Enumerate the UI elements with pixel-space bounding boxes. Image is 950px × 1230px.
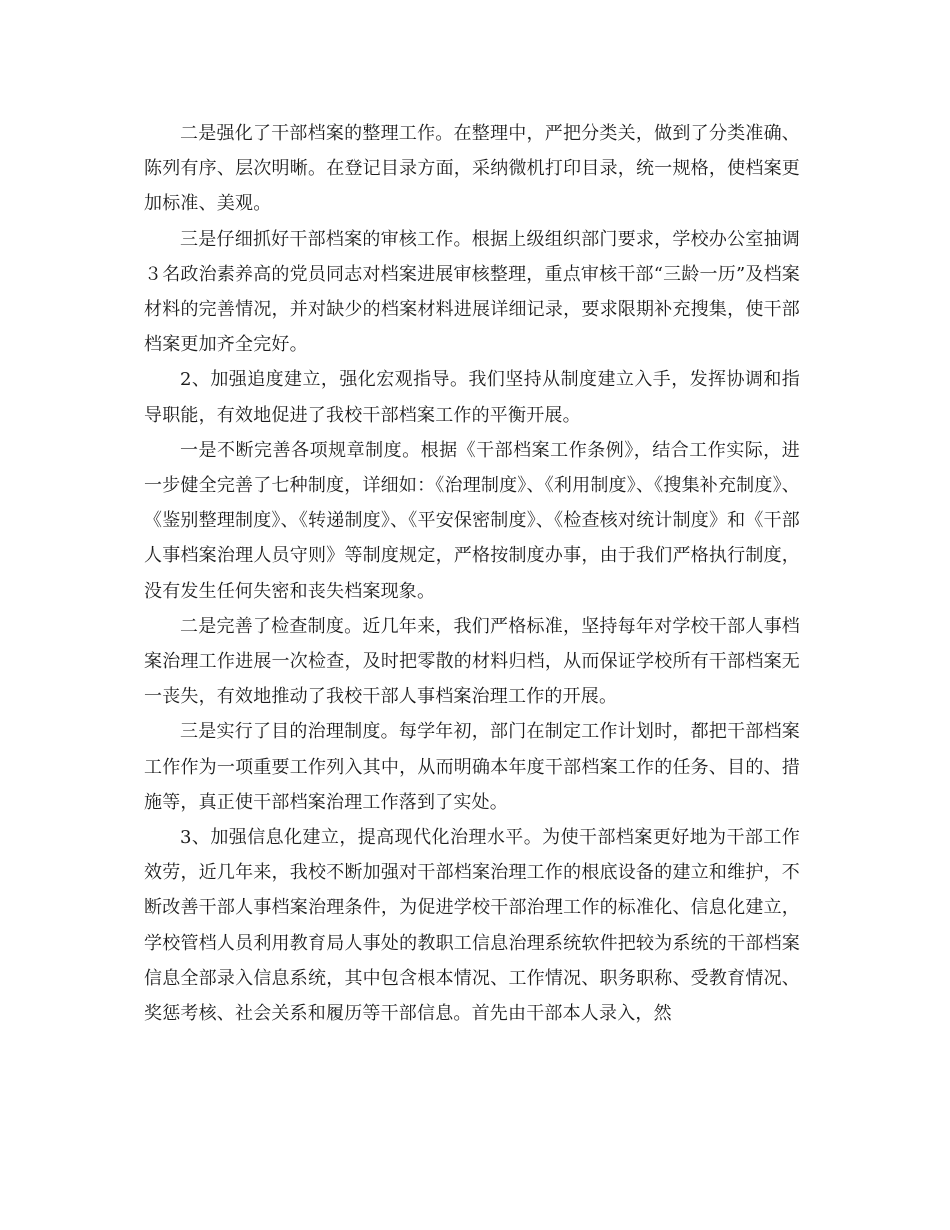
paragraph-inspection-system: 二是完善了检查制度。近几年来，我们严格标准，坚持每年对学校干部人事档案治理工作进展一次检查，及时把零散的材料归档，从而保证学校所有干部档案无一丧失，有效地推动了我校干部人事档案治理工作的开展。 — [144, 615, 800, 708]
paragraph-archive-review: 三是仔细抓好干部档案的审核工作。根据上级组织部门要求，学校办公室抽调３名政治素养高的党员同志对档案进展审核整理，重点审核干部“三龄一历”及档案材料的完善情况，并对缺少的档案材料进展详细记录，要求限期补充搜集，使干部档案更加齐全完好。 — [144, 228, 800, 356]
paragraph-target-management: 三是实行了目的治理制度。每学年初，部门在制定工作计划时，都把干部档案工作作为一项重要工作列入其中，从而明确本年度干部档案工作的任务、目的、措施等，真正使干部档案治理工作落到了实处。 — [144, 721, 800, 813]
document-body — [144, 116, 800, 1031]
paragraph-archive-sorting: 二是强化了干部档案的整理工作。在整理中，严把分类关，做到了分类准确、陈列有序、层次明晰。在登记目录方面，采纳微机打印目录，统一规格，使档案更加标准、美观。 — [144, 123, 800, 215]
paragraph-informatization: 3、加强信息化建立，提高现代化治理水平。为使干部档案更好地为干部工作效劳，近几年来，我校不断加强对干部档案治理工作的根底设备的建立和维护，不断改善干部人事档案治理条件，为促进学校干部治理工作的标准化、信息化建立，学校管档人员利用教育局人事处的教职工信息治理系统软件把较为系统的干部档案信息全部录入信息系统，其中包含根本情况、工作情况、职务职称、受教育情况、奖惩考核、社会关系和履历等干部信息。首先由干部本人录入，然 — [144, 827, 800, 1025]
paragraph-system-building: 2、加强追度建立，强化宏观指导。我们坚持从制度建立入手，发挥协调和指导职能，有效地促进了我校干部档案工作的平衡开展。 — [144, 369, 800, 426]
paragraph-rules-improvement: 一是不断完善各项规章制度。根据《干部档案工作条例》，结合工作实际，进一步健全完善了七种制度，详细如：《治理制度》、《利用制度》、《搜集补充制度》、《鉴别整理制度》、《转递制度》、《平安保密制度》、《检查核对统计制度》和《干部人事档案治理人员守则》等制度规定，严格按制度办事，由于我们严格执行制度，没有发生任何失密和丧失档案现象。 — [144, 439, 800, 602]
